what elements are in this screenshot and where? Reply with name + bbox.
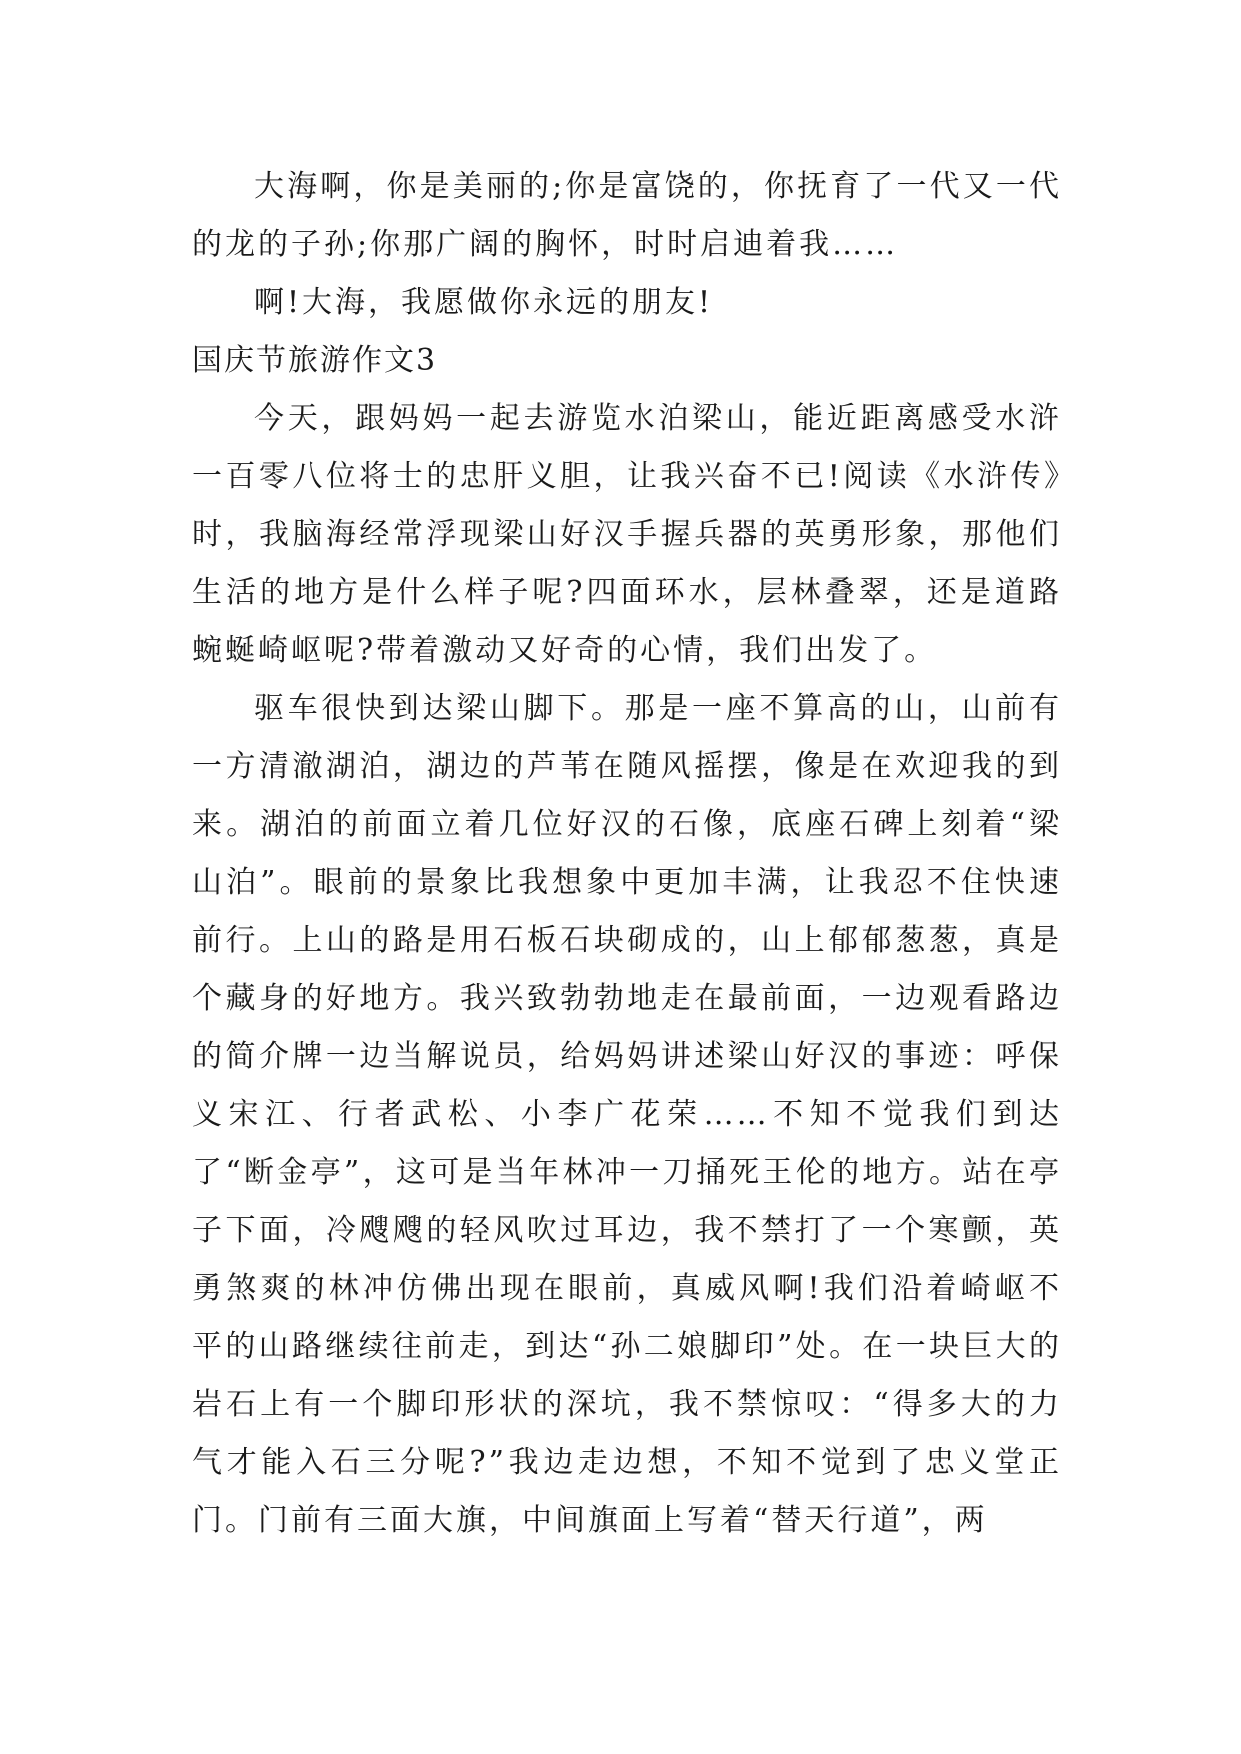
document-body bbox=[192, 158, 1062, 1550]
paragraph-sea-friend: 啊!大海，我愿做你永远的朋友! bbox=[254, 285, 714, 320]
paragraph-liangshan-intro: 今天，跟妈妈一起去游览水泊梁山，能近距离感受水浒一百零八位将士的忠肝义胆，让我兴奋不已!阅读《水浒传》时，我脑海经常浮现梁山好汉手握兵器的英勇形象，那他们生活的地方是什么样子呢?四面环水，层林叠翠，还是道路蜿蜒崎岖呢?带着激动又好奇的心情，我们出发了。 bbox=[192, 401, 1062, 668]
paragraph-sea-praise: 大海啊，你是美丽的;你是富饶的，你抚育了一代又一代的龙的子孙;你那广阔的胸怀，时时启迪着我…… bbox=[192, 169, 1062, 262]
paragraph-liangshan-journey: 驱车很快到达梁山脚下。那是一座不算高的山，山前有一方清澈湖泊，湖边的芦苇在随风摇摆，像是在欢迎我的到来。湖泊的前面立着几位好汉的石像，底座石碑上刻着“梁山泊”。眼前的景象比我想象中更加丰满，让我忍不住快速前行。上山的路是用石板石块砌成的，山上郁郁葱葱，真是个藏身的好地方。我兴致勃勃地走在最前面，一边观看路边的简介牌一边当解说员，给妈妈讲述梁山好汉的事迹：呼保义宋江、行者武松、小李广花荣……不知不觉我们到达了“断金亭”，这可是当年林冲一刀捅死王伦的地方。站在亭子下面，冷飕飕的轻风吹过耳边，我不禁打了一个寒颤，英勇煞爽的林冲仿佛出现在眼前，真威风啊!我们沿着崎岖不平的山路继续往前走，到达“孙二娘脚印”处。在一块巨大的岩石上有一个脚印形状的深坑，我不禁惊叹：“得多大的力气才能入石三分呢?”我边走边想，不知不觉到了忠义堂正门。门前有三面大旗，中间旗面上写着“替天行道”，两 bbox=[192, 691, 1062, 1538]
essay-heading: 国庆节旅游作文3 bbox=[192, 343, 438, 378]
